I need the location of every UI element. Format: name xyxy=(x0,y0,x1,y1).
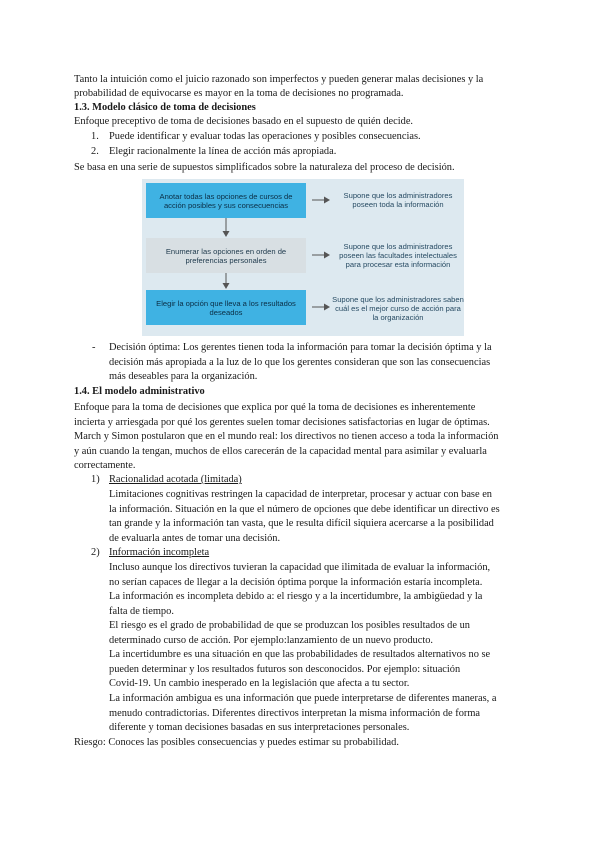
item-2-line: no serían capaces de llegar a la decisión óptima porque la información estaría incompleta. xyxy=(109,577,483,588)
right-arrow-icon xyxy=(312,197,330,204)
diagram-step-3: Elegir la opción que lleva a los resultados deseados xyxy=(146,290,306,325)
section-1-3-heading: 1.3. Modelo clásico de toma de decisiones xyxy=(74,102,256,113)
section-1-3-description: Enfoque preceptivo de toma de decisiones basado en el supuesto de quién decide. xyxy=(74,116,414,127)
bullet-dash: - xyxy=(92,342,96,353)
list-number: 2. xyxy=(91,146,99,157)
intro-line-1: Tanto la intuición como el juicio razonado son imperfectos y pueden generar malas decisiones y la xyxy=(74,74,484,85)
riesgo-line: Riesgo: Conoces las posibles consecuencias y puedes estimar su probabilidad. xyxy=(74,737,399,748)
item-2-line: diferente y toman decisiones basadas en sus interpretaciones personales. xyxy=(109,722,410,733)
item-1-line: Limitaciones cognitivas restringen la capacidad de interpretar, procesar y actuar con base en xyxy=(109,489,492,500)
right-arrow-icon xyxy=(312,252,330,259)
diagram-note-3: Supone que los administradores saben cuál es el mejor curso de acción para la organización xyxy=(332,295,464,322)
item-1-number: 1) xyxy=(91,474,100,485)
section-1-4-line: March y Simon postularon que en el mundo real: los directivos no tienen acceso a toda la información xyxy=(74,431,499,442)
item-2-line: menudo contradictorias. Diferentes directivos interpretan la misma información de forma xyxy=(109,708,481,719)
classical-model-diagram xyxy=(142,179,464,336)
item-2-line: La información es incompleta debido a: el riesgo y a la incertidumbre, la ambigüedad y la xyxy=(109,591,483,602)
item-2-line: falta de tiempo. xyxy=(109,606,174,617)
item-2-line: Covid-19. Un cambio inesperado en la legislación que afecta a tu sector. xyxy=(109,678,410,689)
item-2-line: pueden determinar y los resultados futuros son desconocidos. Por ejemplo: situación xyxy=(109,664,461,675)
item-2-line: determinado curso de acción. Por ejemplo:lanzamiento de un nuevo producto. xyxy=(109,635,434,646)
diagram-step-2: Enumerar las opciones en orden de preferencias personales xyxy=(146,238,306,273)
diagram-note-2: Supone que los administradores poseen las facultades intelectuales para procesar esta información xyxy=(339,242,457,269)
section-1-4-line: Enfoque para la toma de decisiones que explica por qué la toma de decisiones es inherentemente xyxy=(74,402,476,413)
section-1-4-line: y aún cuando la tengan, muchos de ellos carecerán de la capacidad mental para asimilar y evaluarla xyxy=(74,446,487,457)
list-number: 1. xyxy=(91,131,99,142)
optima-line-2: decisión más apropiada a la luz de lo que los gerentes consideran que son las consecuencias xyxy=(109,357,491,368)
item-2-title: Información incompleta xyxy=(109,547,210,558)
item-2-line: El riesgo es el grado de probabilidad de que se produzcan los posibles resultados de un xyxy=(109,620,470,631)
section-1-4-heading: 1.4. El modelo administrativo xyxy=(74,386,205,397)
item-2-line: Incluso aunque los directivos tuvieran la capacidad que ilimitada de evaluar la información, xyxy=(109,562,491,573)
intro-line-2: probabilidad de equivocarse es mayor en la toma de decisiones no programada. xyxy=(74,88,404,99)
list-item: Puede identificar y evaluar todas las operaciones y posibles consecuencias. xyxy=(109,131,421,142)
down-arrow-icon xyxy=(223,273,230,289)
section-1-4-line: incierta y arriesgada por qué los gerentes suelen tomar decisiones satisfactorias en lugar de óptimas. xyxy=(74,417,490,428)
optima-line-1: Decisión óptima: Los gerentes tienen toda la información para tomar la decisión óptima y la xyxy=(109,342,492,353)
item-1-line: la información. Situación en la que el número de opciones que debe identificar un directivo es xyxy=(109,504,500,515)
diagram-note-1: Supone que los administradores poseen toda la información xyxy=(343,191,453,209)
item-2-number: 2) xyxy=(91,547,100,558)
supuestos-line: Se basa en una serie de supuestos simplificados sobre la naturaleza del proceso de decisión. xyxy=(74,162,455,173)
section-1-4-line: correctamente. xyxy=(74,460,136,471)
diagram-step-1: Anotar todas las opciones de cursos de acción posibles y sus consecuencias xyxy=(146,183,306,218)
item-1-line: tan grande y la información tan vasta, que le resulta difícil siquiera acercarse a la posibilidad xyxy=(109,518,494,529)
optima-line-3: más deseables para la organización. xyxy=(109,371,258,382)
item-2-line: La información ambigua es una información que puede interpretarse de diferentes maneras, a xyxy=(109,693,497,704)
right-arrow-icon xyxy=(312,304,330,311)
item-1-line: de evaluarla antes de tomar una decisión. xyxy=(109,533,281,544)
item-1-title: Racionalidad acotada (limitada) xyxy=(109,474,242,485)
down-arrow-icon xyxy=(223,218,230,237)
list-item: Elegir racionalmente la línea de acción más apropiada. xyxy=(109,146,337,157)
item-2-line: La incertidumbre es una situación en que las probabilidades de resultados alternativos no se xyxy=(109,649,491,660)
